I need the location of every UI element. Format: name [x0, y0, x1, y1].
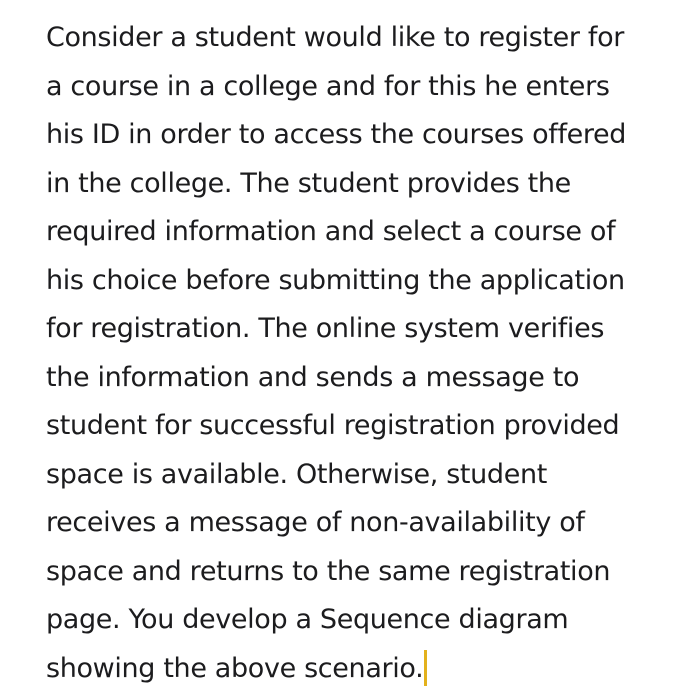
note-line-text: showing the above scenario. [46, 652, 424, 684]
note-line-last [46, 645, 676, 694]
note-line: space is available. Otherwise, student [46, 458, 547, 490]
note-line: his ID in order to access the courses offered [46, 119, 627, 150]
note-line: his choice before submitting the application [46, 264, 625, 296]
note-line: required information and select a course of [46, 216, 616, 247]
note-line: student for successful registration provided [46, 410, 620, 441]
note-line: space and returns to the same registration [46, 555, 611, 587]
note-line: in the college. The student provides the [46, 167, 571, 199]
text-cursor [424, 650, 427, 686]
note-text-area[interactable] [46, 14, 676, 693]
note-line: a course in a college and for this he enters [46, 70, 610, 102]
note-line: the information and sends a message to [46, 361, 580, 393]
note-line: Consider a student would like to register for [46, 22, 624, 53]
note-line: page. You develop a Sequence diagram [46, 604, 569, 635]
note-line: receives a message of non-availability of [46, 507, 585, 538]
note-line: for registration. The online system verifies [46, 313, 605, 344]
